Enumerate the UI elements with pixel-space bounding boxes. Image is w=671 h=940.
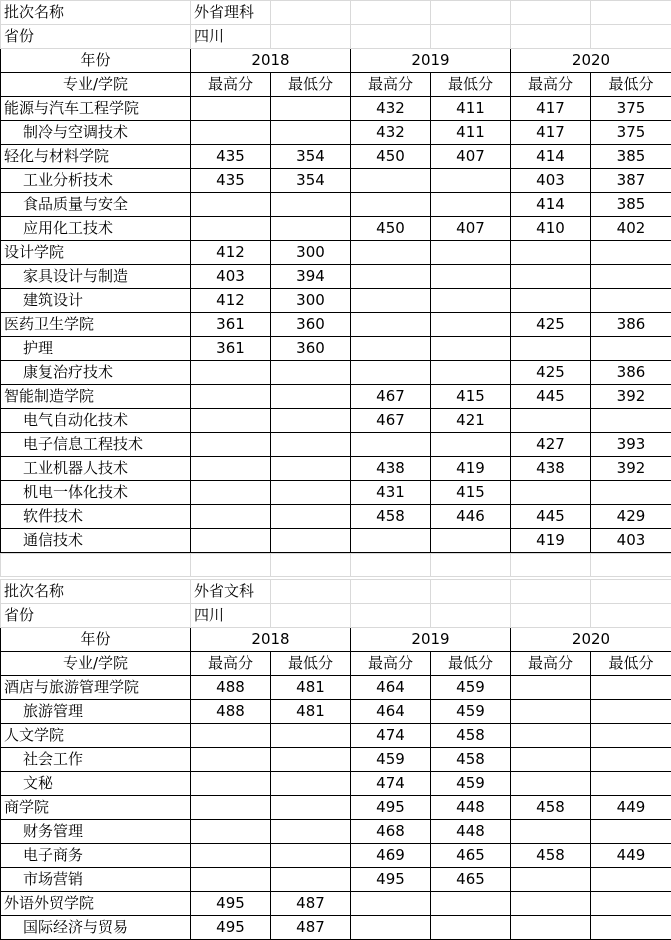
score-cell[interactable]	[431, 337, 511, 361]
score-cell[interactable]	[191, 505, 271, 529]
score-cell[interactable]	[191, 385, 271, 409]
major-name-cell[interactable]: 社会工作	[1, 748, 191, 772]
max-header[interactable]: 最高分	[511, 73, 591, 97]
batch-label[interactable]: 批次名称	[1, 580, 191, 604]
score-cell[interactable]: 361	[191, 337, 271, 361]
score-cell[interactable]	[271, 121, 351, 145]
year-header-row	[1, 628, 671, 652]
score-cell[interactable]	[191, 361, 271, 385]
score-cell[interactable]	[431, 916, 511, 940]
score-cell[interactable]	[191, 796, 271, 820]
score-cell[interactable]: 407	[431, 217, 511, 241]
table-row	[1, 169, 671, 193]
score-cell[interactable]	[271, 796, 351, 820]
score-cell[interactable]	[431, 265, 511, 289]
score-cell[interactable]: 487	[271, 916, 351, 940]
score-cell[interactable]	[191, 844, 271, 868]
major-name-cell[interactable]: 文秘	[1, 772, 191, 796]
score-cell[interactable]: 429	[591, 505, 671, 529]
table-row	[1, 529, 671, 553]
batch-row	[1, 1, 671, 25]
score-cell[interactable]	[351, 529, 431, 553]
score-cell[interactable]: 354	[271, 145, 351, 169]
table-row	[1, 724, 671, 748]
score-cell[interactable]: 300	[271, 289, 351, 313]
score-cell[interactable]: 458	[431, 724, 511, 748]
score-cell[interactable]	[351, 337, 431, 361]
table-row	[1, 433, 671, 457]
score-cell[interactable]: 450	[351, 145, 431, 169]
score-cell[interactable]: 495	[351, 868, 431, 892]
score-cell[interactable]	[511, 241, 591, 265]
score-cell[interactable]	[511, 772, 591, 796]
score-cell[interactable]: 458	[511, 844, 591, 868]
score-cell[interactable]	[271, 529, 351, 553]
score-cell[interactable]: 445	[511, 505, 591, 529]
min-header[interactable]: 最低分	[591, 652, 671, 676]
province-row	[1, 604, 671, 628]
blank-row	[0, 553, 671, 577]
score-cell[interactable]: 458	[351, 505, 431, 529]
major-name-cell[interactable]: 食品质量与安全	[1, 193, 191, 217]
score-cell[interactable]: 458	[511, 796, 591, 820]
score-cell[interactable]: 474	[351, 772, 431, 796]
score-cell[interactable]	[511, 481, 591, 505]
score-cell[interactable]	[591, 724, 671, 748]
score-cell[interactable]	[511, 337, 591, 361]
score-cell[interactable]: 495	[351, 796, 431, 820]
table-row	[1, 121, 671, 145]
score-cell[interactable]	[591, 409, 671, 433]
table-row	[1, 916, 671, 940]
score-cell[interactable]: 495	[191, 916, 271, 940]
score-cell[interactable]: 481	[271, 700, 351, 724]
max-header[interactable]: 最高分	[351, 652, 431, 676]
score-cell[interactable]	[271, 433, 351, 457]
score-header-row	[1, 652, 671, 676]
major-name-cell[interactable]: 通信技术	[1, 529, 191, 553]
table-header	[1, 49, 671, 97]
score-cell[interactable]	[191, 457, 271, 481]
table-row	[1, 700, 671, 724]
major-name-cell[interactable]: 应用化工技术	[1, 217, 191, 241]
score-cell[interactable]: 419	[431, 457, 511, 481]
score-cell[interactable]: 446	[431, 505, 511, 529]
major-name-cell[interactable]: 制冷与空调技术	[1, 121, 191, 145]
table-header	[1, 628, 671, 676]
score-cell[interactable]: 412	[191, 289, 271, 313]
score-cell[interactable]	[271, 724, 351, 748]
year-2020[interactable]: 2020	[511, 628, 671, 652]
major-name-cell[interactable]: 工业机器人技术	[1, 457, 191, 481]
province-value[interactable]: 四川	[191, 25, 271, 49]
score-cell[interactable]	[271, 505, 351, 529]
max-header[interactable]: 最高分	[511, 652, 591, 676]
score-cell[interactable]	[271, 772, 351, 796]
score-cell[interactable]	[511, 700, 591, 724]
score-cell[interactable]	[271, 748, 351, 772]
major-name-cell[interactable]: 电子商务	[1, 844, 191, 868]
score-cell[interactable]	[271, 217, 351, 241]
table-row	[1, 217, 671, 241]
score-cell[interactable]	[271, 193, 351, 217]
score-cell[interactable]: 410	[511, 217, 591, 241]
province-row	[1, 25, 671, 49]
table-row	[1, 337, 671, 361]
table-body	[1, 97, 671, 553]
score-cell[interactable]	[591, 748, 671, 772]
province-label[interactable]: 省份	[1, 25, 191, 49]
score-cell[interactable]: 415	[431, 385, 511, 409]
score-cell[interactable]	[591, 265, 671, 289]
score-cell[interactable]	[511, 916, 591, 940]
score-cell[interactable]: 474	[351, 724, 431, 748]
college-name-cell[interactable]: 外语外贸学院	[1, 892, 191, 916]
table-body	[1, 676, 671, 940]
score-cell[interactable]	[191, 193, 271, 217]
score-cell[interactable]: 414	[511, 145, 591, 169]
table-row	[1, 361, 671, 385]
year-2018[interactable]: 2018	[191, 628, 351, 652]
score-table-arts	[0, 579, 671, 940]
table-row	[1, 241, 671, 265]
score-cell[interactable]: 417	[511, 97, 591, 121]
score-cell[interactable]	[351, 193, 431, 217]
score-cell[interactable]	[431, 892, 511, 916]
score-cell[interactable]	[191, 868, 271, 892]
major-label[interactable]: 专业/学院	[1, 652, 191, 676]
score-cell[interactable]	[351, 313, 431, 337]
score-cell[interactable]: 448	[431, 796, 511, 820]
score-cell[interactable]: 393	[591, 433, 671, 457]
score-cell[interactable]	[511, 892, 591, 916]
major-name-cell[interactable]: 工业分析技术	[1, 169, 191, 193]
score-cell[interactable]: 421	[431, 409, 511, 433]
table-row	[1, 385, 671, 409]
table-meta	[1, 580, 671, 628]
college-name-cell[interactable]: 人文学院	[1, 724, 191, 748]
score-cell[interactable]	[271, 481, 351, 505]
score-cell[interactable]: 438	[351, 457, 431, 481]
major-name-cell[interactable]: 电子信息工程技术	[1, 433, 191, 457]
college-name-cell[interactable]: 医药卫生学院	[1, 313, 191, 337]
score-cell[interactable]: 469	[351, 844, 431, 868]
table-row	[1, 505, 671, 529]
score-cell[interactable]	[271, 97, 351, 121]
score-cell[interactable]: 459	[431, 772, 511, 796]
score-cell[interactable]	[351, 169, 431, 193]
year-2020[interactable]: 2020	[511, 49, 671, 73]
score-cell[interactable]	[591, 700, 671, 724]
score-cell[interactable]	[191, 97, 271, 121]
min-header[interactable]: 最低分	[271, 73, 351, 97]
score-cell[interactable]: 394	[271, 265, 351, 289]
college-name-cell[interactable]: 轻化与材料学院	[1, 145, 191, 169]
score-cell[interactable]	[511, 724, 591, 748]
score-cell[interactable]: 403	[591, 529, 671, 553]
score-cell[interactable]: 488	[191, 676, 271, 700]
score-cell[interactable]: 435	[191, 169, 271, 193]
table-row	[1, 97, 671, 121]
score-cell[interactable]: 449	[591, 844, 671, 868]
min-header[interactable]: 最低分	[591, 73, 671, 97]
score-cell[interactable]	[511, 748, 591, 772]
score-cell[interactable]: 459	[431, 676, 511, 700]
table-row	[1, 145, 671, 169]
score-cell[interactable]: 417	[511, 121, 591, 145]
score-cell[interactable]: 488	[191, 700, 271, 724]
college-name-cell[interactable]: 智能制造学院	[1, 385, 191, 409]
score-cell[interactable]: 360	[271, 337, 351, 361]
score-cell[interactable]	[511, 265, 591, 289]
score-cell[interactable]	[351, 892, 431, 916]
table-meta	[1, 1, 671, 49]
score-cell[interactable]	[591, 820, 671, 844]
score-cell[interactable]	[271, 457, 351, 481]
college-name-cell[interactable]: 设计学院	[1, 241, 191, 265]
score-cell[interactable]	[271, 868, 351, 892]
score-cell[interactable]: 435	[191, 145, 271, 169]
table-row	[1, 844, 671, 868]
score-cell[interactable]: 427	[511, 433, 591, 457]
score-cell[interactable]: 419	[511, 529, 591, 553]
score-cell[interactable]	[271, 844, 351, 868]
score-cell[interactable]	[351, 241, 431, 265]
score-cell[interactable]: 375	[591, 97, 671, 121]
score-cell[interactable]: 385	[591, 193, 671, 217]
score-cell[interactable]	[191, 481, 271, 505]
score-cell[interactable]	[191, 433, 271, 457]
score-cell[interactable]: 464	[351, 676, 431, 700]
score-cell[interactable]: 385	[591, 145, 671, 169]
score-cell[interactable]: 387	[591, 169, 671, 193]
score-cell[interactable]: 425	[511, 313, 591, 337]
score-cell[interactable]	[591, 772, 671, 796]
score-cell[interactable]	[351, 916, 431, 940]
table-row	[1, 193, 671, 217]
table-row	[1, 409, 671, 433]
score-cell[interactable]: 411	[431, 97, 511, 121]
score-cell[interactable]	[191, 121, 271, 145]
score-cell[interactable]: 432	[351, 121, 431, 145]
score-cell[interactable]	[431, 289, 511, 313]
max-header[interactable]: 最高分	[191, 73, 271, 97]
score-cell[interactable]: 459	[431, 700, 511, 724]
score-cell[interactable]	[191, 217, 271, 241]
table-row	[1, 796, 671, 820]
major-name-cell[interactable]: 财务管理	[1, 820, 191, 844]
max-header[interactable]: 最高分	[191, 652, 271, 676]
score-cell[interactable]	[191, 529, 271, 553]
score-cell[interactable]	[431, 433, 511, 457]
batch-label[interactable]: 批次名称	[1, 1, 191, 25]
score-cell[interactable]	[431, 529, 511, 553]
score-cell[interactable]	[431, 313, 511, 337]
batch-value[interactable]: 外省理科	[191, 1, 271, 25]
score-cell[interactable]	[591, 337, 671, 361]
score-cell[interactable]	[191, 820, 271, 844]
table-row	[1, 313, 671, 337]
major-name-cell[interactable]: 市场营销	[1, 868, 191, 892]
score-cell[interactable]: 459	[351, 748, 431, 772]
table-row	[1, 676, 671, 700]
score-cell[interactable]: 392	[591, 457, 671, 481]
score-cell[interactable]: 487	[271, 892, 351, 916]
score-cell[interactable]	[591, 676, 671, 700]
score-cell[interactable]	[511, 409, 591, 433]
year-2019[interactable]: 2019	[351, 49, 511, 73]
score-cell[interactable]: 431	[351, 481, 431, 505]
major-name-cell[interactable]: 康复治疗技术	[1, 361, 191, 385]
year-2019[interactable]: 2019	[351, 628, 511, 652]
major-name-cell[interactable]: 旅游管理	[1, 700, 191, 724]
score-cell[interactable]: 438	[511, 457, 591, 481]
college-name-cell[interactable]: 能源与汽车工程学院	[1, 97, 191, 121]
score-cell[interactable]	[511, 289, 591, 313]
major-name-cell[interactable]: 建筑设计	[1, 289, 191, 313]
major-name-cell[interactable]: 家具设计与制造	[1, 265, 191, 289]
score-cell[interactable]: 467	[351, 385, 431, 409]
college-name-cell[interactable]: 酒店与旅游管理学院	[1, 676, 191, 700]
table-row	[1, 772, 671, 796]
score-cell[interactable]: 407	[431, 145, 511, 169]
score-cell[interactable]: 361	[191, 313, 271, 337]
year-header-row	[1, 49, 671, 73]
score-cell[interactable]	[271, 385, 351, 409]
score-cell[interactable]: 465	[431, 844, 511, 868]
min-header[interactable]: 最低分	[271, 652, 351, 676]
score-cell[interactable]	[511, 676, 591, 700]
score-cell[interactable]: 392	[591, 385, 671, 409]
score-cell[interactable]: 425	[511, 361, 591, 385]
score-cell[interactable]: 412	[191, 241, 271, 265]
score-cell[interactable]: 386	[591, 313, 671, 337]
score-cell[interactable]: 445	[511, 385, 591, 409]
score-cell[interactable]	[271, 361, 351, 385]
score-cell[interactable]: 403	[511, 169, 591, 193]
table-row	[1, 868, 671, 892]
province-label[interactable]: 省份	[1, 604, 191, 628]
score-cell[interactable]: 354	[271, 169, 351, 193]
score-cell[interactable]	[271, 409, 351, 433]
score-cell[interactable]: 402	[591, 217, 671, 241]
score-cell[interactable]	[511, 820, 591, 844]
score-cell[interactable]	[351, 289, 431, 313]
score-cell[interactable]: 450	[351, 217, 431, 241]
score-cell[interactable]	[511, 868, 591, 892]
score-header-row	[1, 73, 671, 97]
score-cell[interactable]: 448	[431, 820, 511, 844]
score-cell[interactable]: 495	[191, 892, 271, 916]
score-cell[interactable]	[431, 241, 511, 265]
score-cell[interactable]	[591, 241, 671, 265]
min-header[interactable]: 最低分	[431, 73, 511, 97]
score-cell[interactable]: 449	[591, 796, 671, 820]
table-row	[1, 892, 671, 916]
major-name-cell[interactable]: 电气自动化技术	[1, 409, 191, 433]
score-cell[interactable]: 481	[271, 676, 351, 700]
score-cell[interactable]: 432	[351, 97, 431, 121]
score-cell[interactable]	[431, 361, 511, 385]
college-name-cell[interactable]: 商学院	[1, 796, 191, 820]
table-row	[1, 748, 671, 772]
table-row	[1, 457, 671, 481]
table-row	[1, 820, 671, 844]
major-name-cell[interactable]: 国际经济与贸易	[1, 916, 191, 940]
score-cell[interactable]: 360	[271, 313, 351, 337]
score-cell[interactable]	[591, 916, 671, 940]
score-cell[interactable]	[191, 724, 271, 748]
score-cell[interactable]	[271, 820, 351, 844]
major-name-cell[interactable]: 机电一体化技术	[1, 481, 191, 505]
score-cell[interactable]	[591, 481, 671, 505]
score-cell[interactable]	[591, 892, 671, 916]
score-cell[interactable]	[191, 409, 271, 433]
max-header[interactable]: 最高分	[351, 73, 431, 97]
score-cell[interactable]: 468	[351, 820, 431, 844]
min-header[interactable]: 最低分	[431, 652, 511, 676]
score-cell[interactable]	[191, 772, 271, 796]
year-2018[interactable]: 2018	[191, 49, 351, 73]
score-cell[interactable]	[191, 748, 271, 772]
score-cell[interactable]: 411	[431, 121, 511, 145]
major-label[interactable]: 专业/学院	[1, 73, 191, 97]
year-label[interactable]: 年份	[1, 49, 191, 73]
score-cell[interactable]	[591, 289, 671, 313]
score-cell[interactable]: 458	[431, 748, 511, 772]
score-cell[interactable]: 464	[351, 700, 431, 724]
score-cell[interactable]: 414	[511, 193, 591, 217]
batch-row	[1, 580, 671, 604]
score-cell[interactable]	[431, 193, 511, 217]
province-value[interactable]: 四川	[191, 604, 271, 628]
score-cell[interactable]	[591, 868, 671, 892]
table-row	[1, 289, 671, 313]
score-cell[interactable]	[351, 361, 431, 385]
score-cell[interactable]: 300	[271, 241, 351, 265]
score-cell[interactable]: 375	[591, 121, 671, 145]
score-cell[interactable]: 386	[591, 361, 671, 385]
score-cell[interactable]: 403	[191, 265, 271, 289]
score-cell[interactable]	[431, 169, 511, 193]
batch-value[interactable]: 外省文科	[191, 580, 271, 604]
major-name-cell[interactable]: 护理	[1, 337, 191, 361]
major-name-cell[interactable]: 软件技术	[1, 505, 191, 529]
year-label[interactable]: 年份	[1, 628, 191, 652]
score-cell[interactable]	[351, 433, 431, 457]
score-cell[interactable]	[351, 265, 431, 289]
score-cell[interactable]: 465	[431, 868, 511, 892]
score-cell[interactable]: 415	[431, 481, 511, 505]
score-cell[interactable]: 467	[351, 409, 431, 433]
table-row	[1, 265, 671, 289]
table-row	[1, 481, 671, 505]
